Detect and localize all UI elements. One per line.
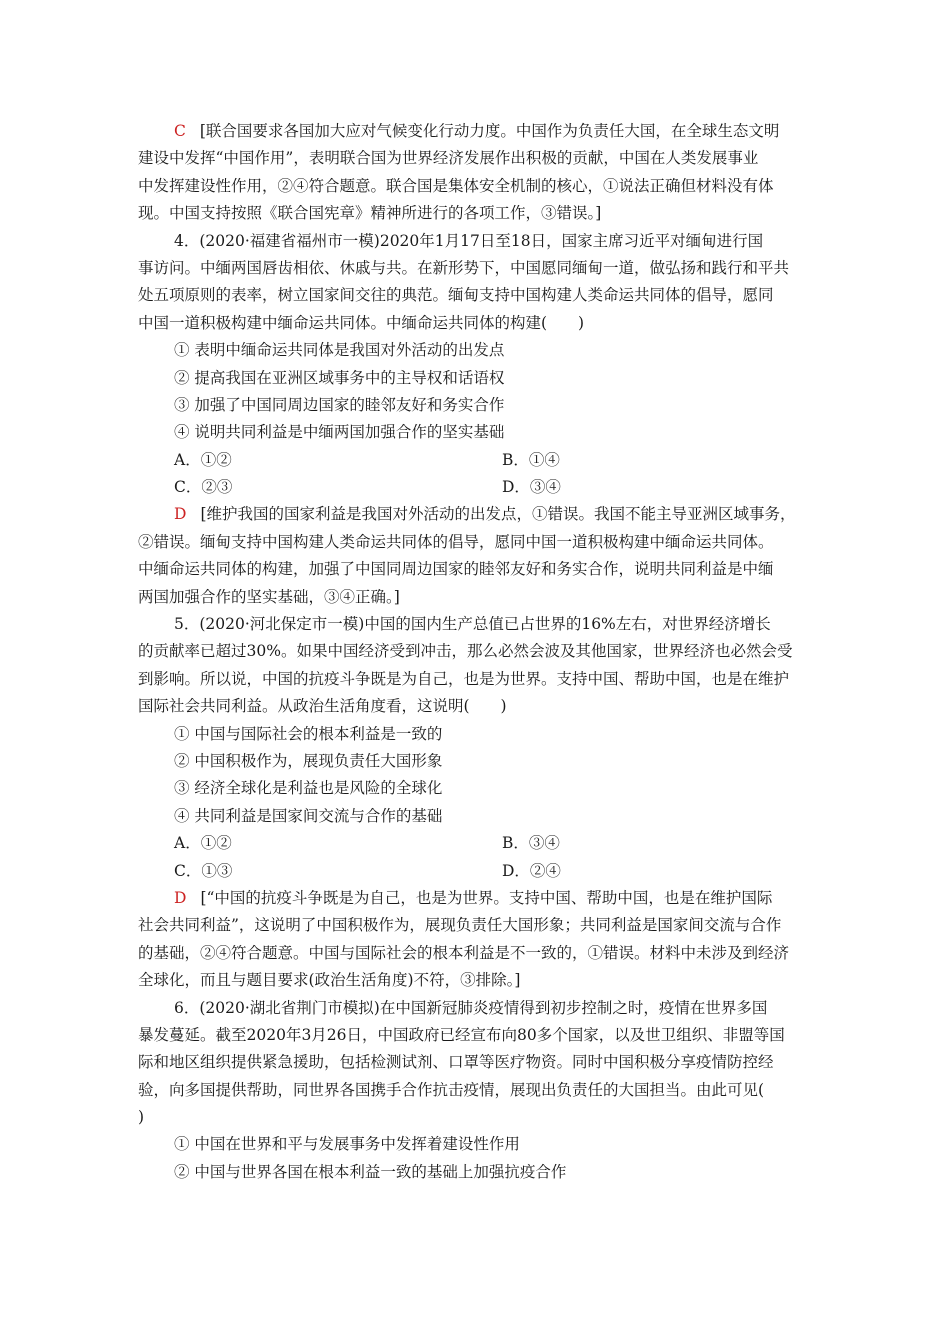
options-row bbox=[138, 830, 828, 857]
question-5: 5．(2020·河北保定市一模)中国的国内生产总值已占世界的16%左右，对世界经济增长 的贡献率已超过30%。如果中国经济受到冲击，那么必然会波及其他国家，世界经济也必然会受 到影响。所以说，中国的抗疫斗争既是为自己，也是为世界。支持中国、帮助中国，也是在维护 国际社会共同利益。从政治生活角度看，这说明( ) ① 中国与国际社会的根本利益是一致的 ② 中国积极作为，展现负责任大国形象 ③ 经济全球化是利益也是风险的全球化 ④ 共同利益是国家间交流与合作的基础 A．①② B．③④ C．①③ D．②④ D [“中国的抗疫斗争既是为自己，也是为世界。支持中国、帮助中国，也是在维护国际 社会共同利益”，这说明了中国积极作为，展现负责任大国形象；共同利益是国家间交流与合作 的基础，②④符合题意。中国与国际社会的根本利益是不一致的，①错误。材料中未涉及到经济 全球化，而且与题目要求(政治生活角度)不符，③排除。] bbox=[138, 611, 828, 994]
question-stem: 5．(2020·河北保定市一模)中国的国内生产总值已占世界的16%左右，对世界经济增长 bbox=[174, 615, 771, 634]
option-c: C．②③ bbox=[174, 478, 233, 497]
option-c: C．①③ bbox=[174, 861, 233, 880]
statement: ③ 经济全球化是利益也是风险的全球化 bbox=[174, 779, 443, 798]
q3-explanation: C [联合国要求各国加大应对气候变化行动力度。中国作为负责任大国，在全球生态文明 建设中发挥“中国作用”，表明联合国为世界经济发展作出积极的贡献，中国在人类发展事业 中发挥建设性作用，②④符合题意。联合国是集体安全机制的核心，①说法正确但材料没有体 现。中国支持按照《联合国宪章》精神所进行的各项工作，③错误。] bbox=[138, 122, 780, 223]
statement: ② 提高我国在亚洲区域事务中的主导权和话语权 bbox=[174, 368, 505, 387]
statement: ① 表明中缅命运共同体是我国对外活动的出发点 bbox=[174, 341, 505, 360]
q5-explanation: D [“中国的抗疫斗争既是为自己，也是为世界。支持中国、帮助中国，也是在维护国际 bbox=[174, 888, 773, 907]
option-a: A．①② bbox=[174, 450, 232, 469]
option-d: D．②④ bbox=[502, 861, 561, 880]
q4-explanation: D [维护我国的国家利益是我国对外活动的出发点，①错误。我国不能主导亚洲区域事务， bbox=[174, 505, 796, 524]
option-b: B．①④ bbox=[502, 450, 560, 469]
statement: ① 中国与国际社会的根本利益是一致的 bbox=[174, 724, 443, 743]
document-page bbox=[138, 118, 828, 1186]
options-row bbox=[138, 858, 828, 885]
statement: ④ 共同利益是国家间交流与合作的基础 bbox=[174, 806, 443, 825]
option-d: D．③④ bbox=[502, 478, 561, 497]
option-a: A．①② bbox=[174, 834, 232, 853]
answer-letter: D bbox=[174, 888, 187, 907]
answer-letter: C bbox=[174, 122, 186, 140]
statement: ④ 说明共同利益是中缅两国加强合作的坚实基础 bbox=[174, 423, 505, 442]
statement: ① 中国在世界和平与发展事务中发挥着建设性作用 bbox=[174, 1135, 520, 1154]
question-4: 4．(2020·福建省福州市一模)2020年1月17日至18日，国家主席习近平对缅甸进行国 事访问。中缅两国唇齿相依、休戚与共。在新形势下，中国愿同缅甸一道，做弘扬和践行和平共 处五项原则的表率，树立国家间交往的典范。缅甸支持中国构建人类命运共同体的倡导，愿同 中国一道积极构建中缅命运共同体。中缅命运共同体的构建( ) ① 表明中缅命运共同体是我国对外活动的出发点 ② 提高我国在亚洲区域事务中的主导权和话语权 ③ 加强了中国同周边国家的睦邻友好和务实合作 ④ 说明共同利益是中缅两国加强合作的坚实基础 A．①② B．①④ C．②③ D．③④ D [维护我国的国家利益是我国对外活动的出发点，①错误。我国不能主导亚洲区域事务， ②错误。缅甸支持中国构建人类命运共同体的倡导，愿同中国一道积极构建中缅命运共同体。 中缅命运共同体的构建，加强了中国同周边国家的睦邻友好和务实合作，说明共同利益是中缅 两国加强合作的坚实基础，③④正确。] bbox=[138, 228, 828, 611]
statement: ③ 加强了中国同周边国家的睦邻友好和务实合作 bbox=[174, 395, 505, 414]
statement: ② 中国与世界各国在根本利益一致的基础上加强抗疫合作 bbox=[174, 1162, 567, 1181]
statement: ② 中国积极作为，展现负责任大国形象 bbox=[174, 751, 443, 770]
options-row bbox=[138, 474, 828, 501]
question-6: 6．(2020·湖北省荆门市模拟)在中国新冠肺炎疫情得到初步控制之时，疫情在世界多国 暴发蔓延。截至2020年3月26日，中国政府已经宣布向80多个国家，以及世卫组织、非盟等国 际和地区组织提供紧急援助，包括检测试剂、口罩等医疗物资。同时中国积极分享疫情防控经 验，向多国提供帮助，同世界各国携手合作抗击疫情，展现出负责任的大国担当。由此可见( ) ① 中国在世界和平与发展事务中发挥着建设性作用 ② 中国与世界各国在根本利益一致的基础上加强抗疫合作 bbox=[138, 995, 828, 1187]
question-stem: 4．(2020·福建省福州市一模)2020年1月17日至18日，国家主席习近平对缅甸进行国 bbox=[174, 231, 764, 250]
question-stem: 6．(2020·湖北省荆门市模拟)在中国新冠肺炎疫情得到初步控制之时，疫情在世界多国 bbox=[174, 998, 768, 1017]
option-b: B．③④ bbox=[502, 834, 560, 853]
options-row bbox=[138, 447, 828, 474]
answer-letter: D bbox=[174, 505, 187, 524]
